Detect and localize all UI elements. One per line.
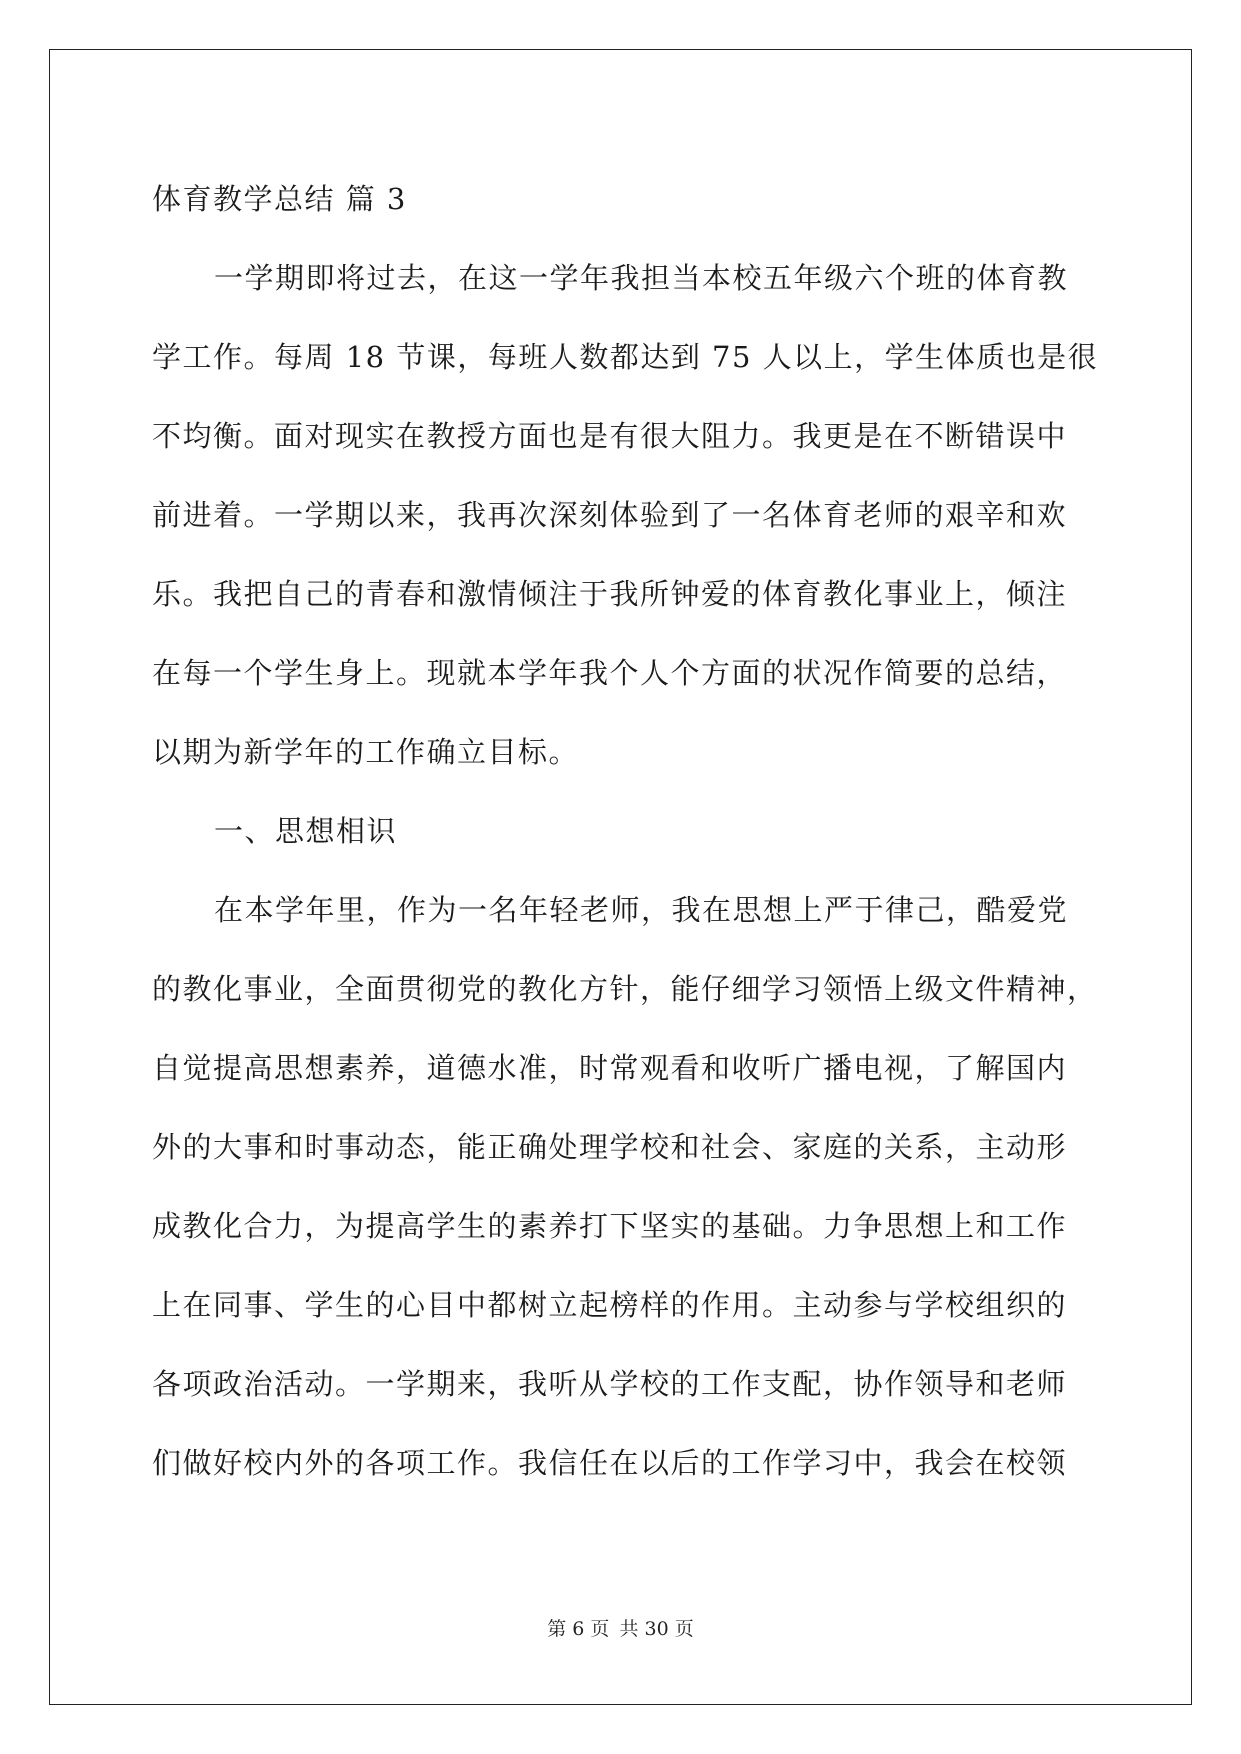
section-heading: 一、思想相识 xyxy=(214,814,398,848)
document-body xyxy=(152,160,1099,1503)
text-line: 在本学年里，作为一名年轻老师，我在思想上严于律己，酷爱党 xyxy=(214,893,1069,927)
text-line: 一学期即将过去，在这一学年我担当本校五年级六个班的体育教 xyxy=(214,261,1069,295)
text-line: 成教化合力，为提高学生的素养打下坚实的基础。力争思想上和工作 xyxy=(152,1209,1068,1243)
text-line: 们做好校内外的各项工作。我信任在以后的工作学习中，我会在校领 xyxy=(152,1446,1068,1480)
text-line: 前进着。一学期以来，我再次深刻体验到了一名体育老师的艰辛和欢 xyxy=(152,498,1068,532)
text-line: 不均衡。面对现实在教授方面也是有很大阻力。我更是在不断错误中 xyxy=(152,419,1068,453)
text-line: 以期为新学年的工作确立目标。 xyxy=(152,735,580,769)
document-title: 体育教学总结 篇 3 xyxy=(152,182,407,216)
text-line: 自觉提高思想素养，道德水准，时常观看和收听广播电视，了解国内 xyxy=(152,1051,1068,1085)
text-line: 学工作。每周 18 节课，每班人数都达到 75 人以上，学生体质也是很 xyxy=(152,340,1099,374)
text-line: 外的大事和时事动态，能正确处理学校和社会、家庭的关系，主动形 xyxy=(152,1130,1068,1164)
text-line: 各项政治活动。一学期来，我听从学校的工作支配，协作领导和老师 xyxy=(152,1367,1068,1401)
text-line: 乐。我把自己的青春和激情倾注于我所钟爱的体育教化事业上，倾注 xyxy=(152,577,1068,611)
page-footer xyxy=(0,1614,1241,1641)
text-line: 上在同事、学生的心目中都树立起榜样的作用。主动参与学校组织的 xyxy=(152,1288,1068,1322)
total-pages: 共 30 页 xyxy=(619,1618,694,1640)
current-page-number: 第 6 页 xyxy=(547,1618,610,1640)
text-line: 的教化事业，全面贯彻党的教化方针，能仔细学习领悟上级文件精神， xyxy=(152,972,1098,1006)
text-line: 在每一个学生身上。现就本学年我个人个方面的状况作简要的总结， xyxy=(152,656,1068,690)
